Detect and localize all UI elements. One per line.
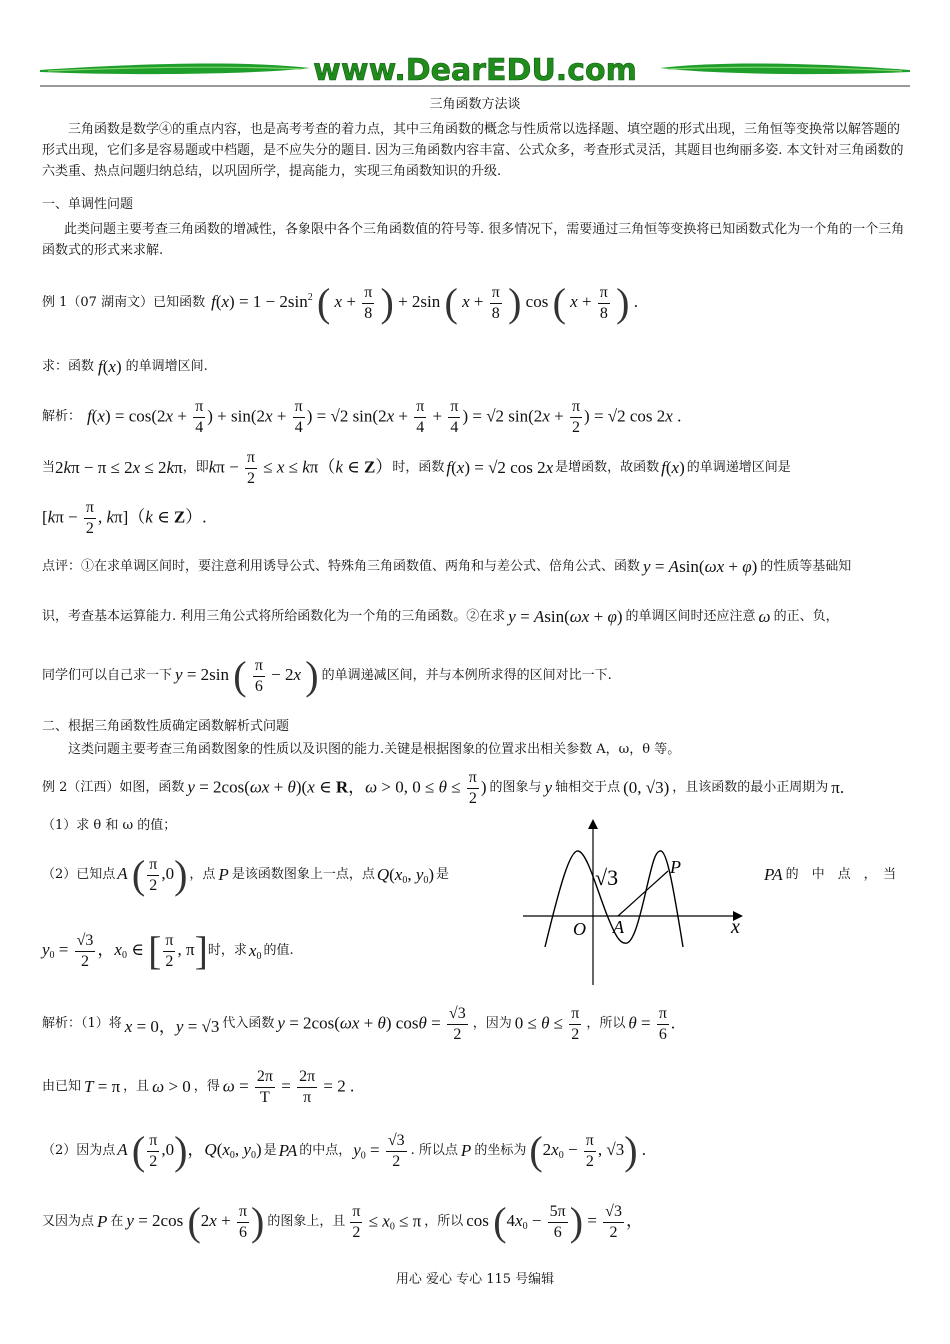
formula-Asin-2: y = Asin(ωx + φ) <box>508 607 623 626</box>
question-tail: 的单调增区间. <box>125 359 208 374</box>
pi-symbol: π. <box>831 778 845 797</box>
formula-Asin: y = Asin(ωx + φ) <box>643 557 758 576</box>
x-eq-0: x = 0，y = √3 <box>124 1016 220 1036</box>
fx-cos: f(x) = √2 cos 2x <box>446 458 554 477</box>
solution1-formula: f(x) = cos(2x + $\frac{\pi}{4}$ ) + sin(2x + $\frac{\pi}{4}$ ) = √2 sin(2x + $\frac{\pi}{4}$ + $\frac{\pi}{4}$ ) = √2 sin(2x + $\frac{\pi}{2}$ ) = √2 cos 2x . <box>87 397 682 436</box>
question1: （1）求 θ 和 ω 的值； <box>42 818 177 833</box>
header-logo <box>40 50 910 90</box>
sol1-b: 代入函数 <box>222 1016 275 1031</box>
q2-g: 的值. <box>263 943 294 958</box>
segment-AP <box>618 871 668 916</box>
section1-heading: 一、单调性问题 <box>42 197 134 212</box>
sol1-formula: y = 2cos(ωx + θ) cosθ = $\frac{√3}{2}$ <box>277 1004 466 1043</box>
comment-line2 <box>42 605 839 629</box>
theta-value: θ = $\frac{\pi}{6}$ . <box>628 1004 676 1043</box>
interval-ineq2: kπ − $\frac{\pi}{2}$ ≤ x ≤ kπ（k ∈ Z） <box>208 448 393 487</box>
sol3-P: P <box>97 1212 108 1231</box>
is-inc-label: 是增函数，故函数 <box>555 460 660 475</box>
comment-text2: 识，考查基本运算能力. 利用三角公式将所给函数化为一个角的三角函数。②在求 <box>42 609 506 624</box>
sol3-a: 又因为点 <box>42 1214 95 1229</box>
intro-paragraph: 三角函数是数学④的重点内容，也是高考考查的着力点，其中三角函数的概念与性质常以选择题、填空题的形式出现，三角恒等变换常以解答题的形式出现，它们多是容易题或中档题，是不应失分的题目. 因为三角函数内容丰富、公式众多，考查形式灵活，其题目也绚丽多姿. 本文针对三角函数的六类重、热点问题归纳总结，以巩固所学，提高能力，实现三角函数知识的升级. <box>42 122 904 179</box>
y-axis-symbol: y <box>544 778 553 797</box>
ex2-solution-line1 <box>42 1000 675 1048</box>
sol3-result: $\cos (4x_0$ − $\frac{5\pi}{6}$ ) = $\frac{√3}{2}$ ， <box>466 1199 643 1244</box>
point-P: P <box>218 865 229 884</box>
page-footer: 用心 爱心 专心 115 号编辑 <box>395 1272 555 1287</box>
question-label: 求：函数 <box>42 359 95 374</box>
omega-symbol: ω <box>758 607 771 626</box>
sol1-d: ，所以 <box>586 1016 626 1031</box>
sol3-b: 在 <box>110 1214 124 1229</box>
ex2-solution-line2 <box>42 1063 354 1111</box>
comment-line1 <box>42 555 851 579</box>
x0-symbol: $x_0$ <box>248 940 262 962</box>
section2-description: 这类问题主要考查三角函数图象的性质以及识图的能力.关键是根据图象的位置求出相关参数 A，ω，θ 等。 <box>68 742 681 757</box>
sol2-P-coords: ($2x_0$ − $\frac{\pi}{2}$ , √3) . <box>529 1128 647 1173</box>
question2-line2 <box>42 927 294 975</box>
fx-ref: f(x) <box>661 458 685 477</box>
sol2-b: 是 <box>263 1143 277 1158</box>
solution-interval <box>42 496 207 540</box>
inc-tail: 的单调递增区间是 <box>686 460 791 475</box>
mid-label: 时，函数 <box>392 460 445 475</box>
sol1-2a: 由已知 <box>42 1079 82 1094</box>
sol1-2b: ，且 <box>123 1079 150 1094</box>
y-axis-arrow <box>588 819 598 829</box>
label-x: x <box>731 916 740 938</box>
solution1-line <box>42 395 681 439</box>
omega-pos: ω > 0 <box>152 1077 191 1096</box>
sol2-y0: $y_0$ = $\frac{√3}{2}$ <box>353 1131 405 1170</box>
ex2-solution-line3 <box>42 1127 646 1175</box>
T-eq-pi: T = π <box>84 1077 121 1096</box>
q2-b: ，点 <box>189 867 216 882</box>
sol2-a: （2）因为点 <box>42 1143 116 1158</box>
formula-2sin: y = 2sin ( $\frac{\pi}{6}$ − 2x ) <box>175 653 319 698</box>
example1-label: 例 1（07 湖南文）已知函数 <box>42 295 206 310</box>
example2-formula: y = 2cos(ωx + θ)(x ∈ R，ω > 0, 0 ≤ θ ≤ $\frac{\pi}{2}$ ) <box>187 768 487 807</box>
sol3-c: 的图象上，且 <box>267 1214 346 1229</box>
sol2-c: 的中点， <box>299 1143 352 1158</box>
example1-question <box>42 355 208 379</box>
q2-label: （2）已知点 <box>42 867 116 882</box>
example1-formula: $f(x) = 1 - 2\sin^2$ ( x + $\frac{\pi}{8}$ ) + 2sin ( x + $\frac{\pi}{8}$ ) cos ( x + $\frac{\pi}{8}$ ) . <box>211 280 638 325</box>
function-graph <box>515 815 750 985</box>
q2-d: 是 <box>436 867 450 882</box>
sol2-pointA: A ( $\frac{\pi}{2}$ ,0)，$Q(x_0$, $y_0$) <box>117 1128 262 1173</box>
ie-label: ，即 <box>182 460 209 475</box>
interval-ineq: 2kπ − π ≤ 2x ≤ 2kπ <box>55 458 183 477</box>
label-A: A <box>613 917 624 937</box>
sol2-PA: PA <box>278 1141 298 1160</box>
point-0-sqrt3: (0, √3) <box>623 778 670 797</box>
q2-f: 时，求 <box>207 943 247 958</box>
q2-e: 的 中 点 ， 当 <box>785 867 897 882</box>
q2-c: 是该函数图象上一点，点 <box>231 867 375 882</box>
question-fx: f(x) <box>98 357 122 376</box>
comment-text1: ①在求单调区间时，要注意利用诱导公式、特殊角三角函数值、两角和与差公式、倍角公式、函数 <box>81 559 641 574</box>
theta-range: 0 ≤ θ ≤ $\frac{\pi}{2}$ <box>514 1004 580 1043</box>
sol2-d: . 所以点 <box>410 1143 458 1158</box>
example2-statement <box>42 766 844 810</box>
sol2-P: P <box>460 1141 472 1160</box>
sol3-formula: y = 2cos (2x + $\frac{\pi}{6}$ ) <box>126 1199 265 1244</box>
comment-text2-mid: 的单调区间时还应注意 <box>625 609 756 624</box>
point-A: A ( $\frac{\pi}{2}$ ,0) <box>117 852 188 897</box>
label-P: P <box>670 857 681 877</box>
example2-tail: ，且该函数的最小正周期为 <box>672 780 829 795</box>
when-label: 当 <box>42 460 56 475</box>
sol2-e: 的坐标为 <box>474 1143 527 1158</box>
sol3-d: ，所以 <box>424 1214 464 1229</box>
point-Q: $Q(x_0$, $y_0$) <box>376 864 435 886</box>
label-O: O <box>573 919 586 939</box>
ex2-solution-line4 <box>42 1198 643 1246</box>
solution-label: 解析： <box>42 409 82 424</box>
sol1-a: 解析：（1）将 <box>42 1016 122 1031</box>
logo-text: www.DearEDU.com <box>313 53 637 88</box>
question2-line1 <box>42 853 449 897</box>
segment-PA-label: PA <box>764 865 783 884</box>
comment-text2-tail: 的正、负， <box>773 609 839 624</box>
sol1-c: ，因为 <box>472 1016 512 1031</box>
omega-value: ω = $\frac{2\pi}{T}$ = $\frac{2\pi}{\pi}$ = 2 . <box>222 1067 355 1106</box>
example2-label: 例 2（江西）如图，函数 <box>42 780 185 795</box>
sol3-range: $\frac{\pi}{2}$ ≤ $x_0 \le \pi$ <box>352 1202 422 1241</box>
section2-heading: 二、根据三角函数性质确定函数解析式问题 <box>42 719 290 734</box>
example2-mid2: 轴相交于点 <box>555 780 621 795</box>
comment-line3 <box>42 654 612 698</box>
question2-right <box>764 863 896 887</box>
sol1-2c: ，得 <box>193 1079 220 1094</box>
y0-condition: $y_0$ = $\frac{√3}{2}$ ，$x_0$ ∈ [ $\frac{\pi}{2}$ , π] <box>42 928 208 973</box>
page-title: 三角函数方法谈 <box>429 97 521 112</box>
solution2-line <box>42 446 791 490</box>
label-sqrt3: √3 <box>595 865 619 890</box>
example2-mid: 的图象与 <box>489 780 542 795</box>
section1-description: 此类问题主要考查三角函数的增减性，各象限中各个三角函数值的符号等. 很多情况下，需要通过三角恒等变换将已知函数式化为一个角的一个三角函数式的形式来求解. <box>42 222 905 258</box>
comment-text1-tail: 的性质等基础知 <box>760 559 852 574</box>
comment-text3: 同学们可以自己求一下 <box>42 668 173 683</box>
interval-answer: [kπ − $\frac{\pi}{2}$ , kπ]（k ∈ Z）. <box>42 498 207 537</box>
comment-text3-tail: 的单调递减区间，并与本例所求得的区间对比一下. <box>321 668 612 683</box>
comment-label: 点评： <box>42 559 82 574</box>
example1-statement <box>42 278 638 328</box>
